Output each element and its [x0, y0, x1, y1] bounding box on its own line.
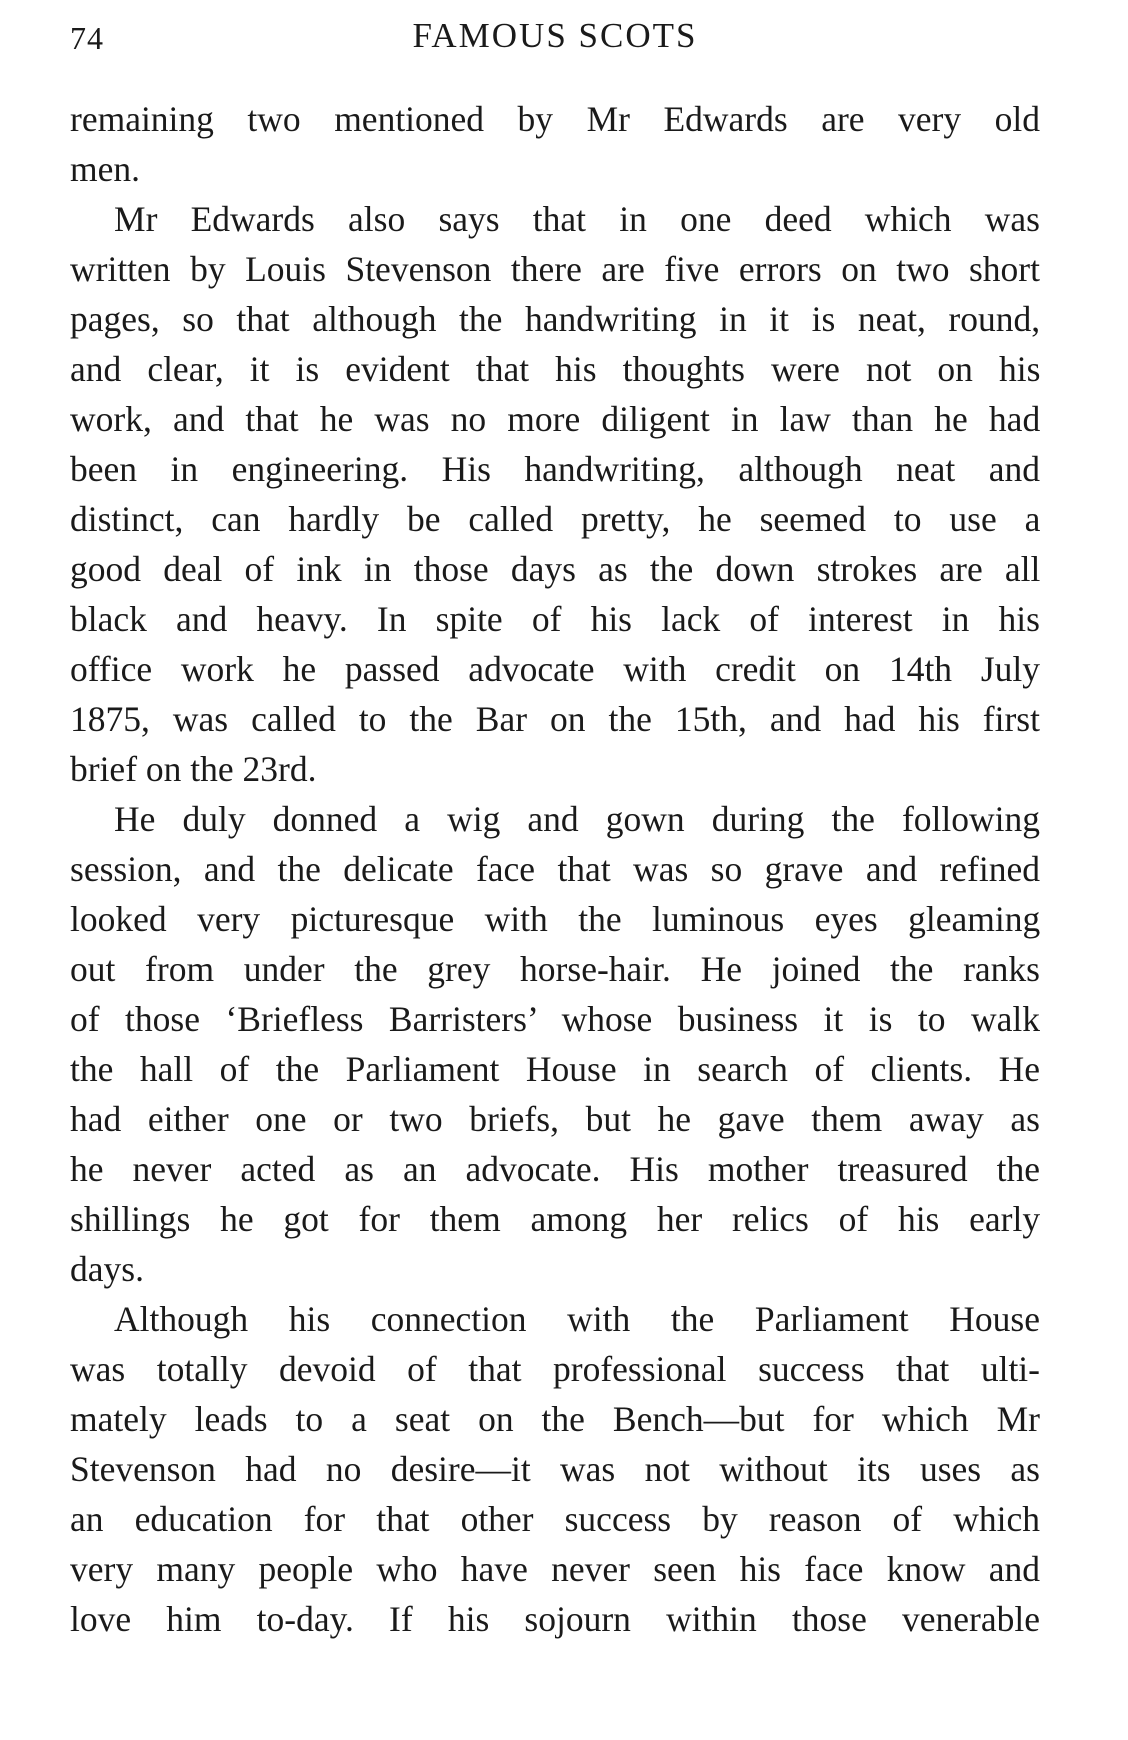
text-line: pages, so that although the handwriting in it is neat, round,	[70, 299, 1041, 339]
running-head	[70, 14, 1040, 62]
page-number: 74	[70, 20, 104, 56]
text-line: mately leads to a seat on the Bench—but for which Mr	[70, 1399, 1040, 1439]
text-line: 1875, was called to the Bar on the 15th, and had his first	[70, 699, 1040, 739]
paragraph	[70, 794, 1040, 1294]
text-line: days.	[70, 1249, 144, 1289]
text-line: been in engineering. His handwriting, although neat and	[70, 449, 1040, 489]
text-line: black and heavy. In spite of his lack of interest in his	[70, 599, 1040, 639]
text-line: written by Louis Stevenson there are five errors on two short	[70, 249, 1040, 289]
text-line: distinct, can hardly be called pretty, he seemed to use a	[70, 499, 1041, 539]
text-line: work, and that he was no more diligent in law than he had	[70, 399, 1041, 439]
text-line: Mr Edwards also says that in one deed which was	[114, 199, 1040, 239]
paragraph	[70, 1294, 1040, 1644]
text-line: was totally devoid of that professional success that ulti-	[70, 1349, 1040, 1389]
text-line: out from under the grey horse-hair. He joined the ranks	[70, 949, 1040, 989]
text-line: Stevenson had no desire—it was not without its uses as	[70, 1449, 1040, 1489]
text-line: men.	[70, 149, 140, 189]
text-line: brief on the 23rd.	[70, 749, 317, 789]
text-line: the hall of the Parliament House in search of clients. He	[70, 1049, 1040, 1089]
paragraph	[70, 194, 1040, 794]
text-line: session, and the delicate face that was so grave and refined	[70, 849, 1040, 889]
text-line: he never acted as an advocate. His mother treasured the	[70, 1149, 1040, 1189]
text-line: He duly donned a wig and gown during the following	[114, 799, 1040, 839]
text-line: and clear, it is evident that his thoughts were not on his	[70, 349, 1041, 389]
text-line: had either one or two briefs, but he gave them away as	[70, 1099, 1040, 1139]
text-line: very many people who have never seen his face know and	[70, 1549, 1041, 1589]
text-line: remaining two mentioned by Mr Edwards are very old	[70, 99, 1040, 139]
text-line: love him to-day. If his sojourn within those venerable	[70, 1599, 1040, 1639]
running-title: FAMOUS SCOTS	[412, 16, 698, 55]
text-line: looked very picturesque with the luminous eyes gleaming	[70, 899, 1041, 939]
body-text	[70, 94, 1040, 1644]
text-line: of those ‘Briefless Barristers’ whose business it is to walk	[70, 999, 1040, 1039]
paragraph	[70, 94, 1040, 194]
text-line: an education for that other success by reason of which	[70, 1499, 1040, 1539]
text-line: good deal of ink in those days as the down strokes are all	[70, 549, 1041, 589]
text-line: Although his connection with the Parliament House	[114, 1299, 1040, 1339]
text-line: shillings he got for them among her relics of his early	[70, 1199, 1041, 1239]
text-line: office work he passed advocate with credit on 14th July	[70, 649, 1040, 689]
